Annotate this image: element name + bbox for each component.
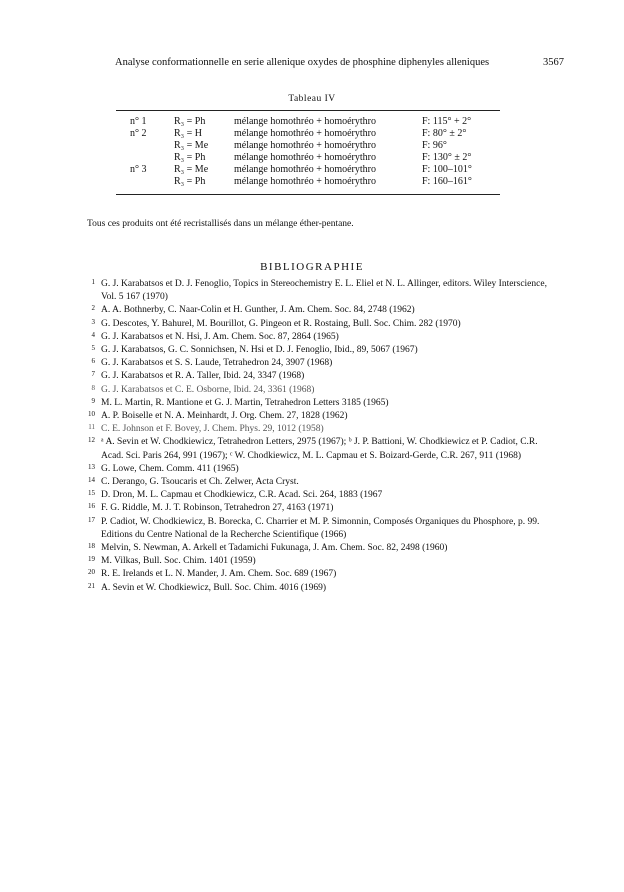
mixture: mélange homothréo + homoérythro [234,140,376,151]
mixture: mélange homothréo + homoérythro [234,128,376,139]
reference-text: G. J. Karabatsos, G. C. Sonnichsen, N. Hsi et D. J. Fenoglio, Ibid., 89, 5067 (1967) [101,345,418,356]
reference-number: 1 [91,278,95,286]
table-row [130,152,472,164]
reference-number: 14 [88,476,95,485]
reference-item [80,344,548,357]
reference-text: G. J. Karabatsos et C. E. Osborne, Ibid. 24, 3361 (1968) [101,384,315,395]
melting-point: F: 130° ± 2° [422,152,472,163]
reference-number: 5 [91,344,95,353]
mixture: mélange homothréo + homoérythro [234,152,376,163]
running-header [115,57,564,68]
reference-item [80,502,548,515]
reference-item [80,542,548,555]
reference-text: D. Dron, M. L. Capmau et Chodkiewicz, C.R. Acad. Sci. 264, 1883 (1967 [101,490,383,501]
reference-text: A. Sevin et W. Chodkiewicz, Bull. Soc. Chim. 4016 (1969) [101,582,327,593]
reference-text: G. J. Karabatsos et N. Hsi, J. Am. Chem. Soc. 87, 2864 (1965) [101,331,339,342]
reference-list [80,278,548,595]
reference-number: 15 [88,489,95,498]
bibliography-title: BIBLIOGRAPHIE [260,261,364,273]
reference-text: F. G. Riddle, M. J. T. Robinson, Tetrahedron 27, 4163 (1971) [101,503,334,514]
reference-item [80,304,548,317]
reference-text: A. P. Boiselle et N. A. Meinhardt, J. Org. Chem. 27, 1828 (1962) [101,411,348,422]
mixture: mélange homothréo + homoérythro [234,116,376,127]
reference-item [80,318,548,331]
mixture: mélange homothréo + homoérythro [234,164,376,175]
reference-item [80,384,548,397]
reference-number: 16 [88,502,95,511]
compound-number: n° 3 [130,164,147,175]
table-row [130,140,472,152]
results-table [130,116,472,188]
table-title: Tableau IV [288,94,336,104]
melting-point: F: 100–101° [422,164,472,175]
substituent: R₃ = Ph [174,176,206,187]
melting-point: F: 160–161° [422,176,472,187]
reference-number: 7 [91,370,95,379]
page-number: 3567 [543,57,564,68]
table-top-rule [116,110,500,111]
reference-item [80,436,548,462]
reference-number: 20 [88,568,95,577]
reference-text: Melvin, S. Newman, A. Arkell et Tadamichi Fukunaga, J. Am. Chem. Soc. 82, 2498 (1960) [101,543,448,554]
table-row [130,164,472,176]
reference-text: G. J. Karabatsos et S. S. Laude, Tetrahedron 24, 3907 (1968) [101,358,333,369]
substituent: R₃ = Ph [174,116,206,127]
table-note: Tous ces produits ont été recristallisés dans un mélange éther-pentane. [87,219,354,229]
reference-text: G. J. Karabatsos et D. J. Fenoglio, Topics in Stereochemistry E. L. Eliel et N. L. Allinger, editors. Wiley Interscience, Vol. 5 167 (1970) [101,279,547,303]
reference-text: G. J. Karabatsos et R. A. Taller, Ibid. 24, 3347 (1968) [101,371,305,382]
compound-number [130,140,174,152]
reference-number: 6 [91,357,95,366]
reference-item [80,582,548,595]
substituent: R₃ = Me [174,140,209,151]
reference-text: P. Cadiot, W. Chodkiewicz, B. Borecka, C. Charrier et M. P. Simonnin, Composés Organiques du Phosphore, p. 99. Editions du Centre National de la Recherche Scientifique (1966) [101,516,540,540]
reference-number: 9 [91,396,95,405]
substituent: R₃ = H [174,128,203,139]
compound-number: n° 2 [130,128,147,139]
melting-point: F: 115° + 2° [422,116,472,127]
melting-point: F: 96° [422,140,447,151]
reference-number: 8 [91,383,95,392]
reference-text: A. A. Bothnerby, C. Naar-Colin et H. Gunther, J. Am. Chem. Soc. 84, 2748 (1962) [101,305,415,316]
reference-number: 17 [88,515,95,524]
reference-item [80,410,548,423]
mixture: mélange homothréo + homoérythro [234,176,376,187]
table-row [130,176,472,188]
reference-item [80,555,548,568]
table-row [130,128,472,140]
reference-item [80,370,548,383]
reference-item [80,397,548,410]
reference-item [80,489,548,502]
compound-number [130,176,174,188]
reference-number: 3 [91,317,95,326]
reference-item [80,278,548,304]
substituent: R₃ = Ph [174,152,206,163]
reference-number: 11 [88,423,95,432]
substituent: R₃ = Me [174,164,209,175]
reference-item [80,463,548,476]
reference-text: M. L. Martin, R. Mantione et G. J. Martin, Tetrahedron Letters 3185 (1965) [101,397,389,408]
reference-number: 19 [88,555,95,564]
reference-number: 13 [88,462,95,471]
reference-item [80,331,548,344]
reference-number: 10 [88,410,95,419]
compound-number [130,152,174,164]
reference-number: 12 [88,436,95,445]
reference-text: R. E. Irelands et L. N. Mander, J. Am. Chem. Soc. 689 (1967) [101,569,337,580]
running-title: Analyse conformationnelle en serie allenique oxydes de phosphine diphenyles alleniques [115,57,490,68]
reference-item [80,568,548,581]
reference-item [80,516,548,542]
reference-item [80,423,548,436]
reference-number: 21 [88,581,95,590]
table-bottom-rule [116,194,500,195]
reference-text: C. Derango, G. Tsoucaris et Ch. Zelwer, Acta Cryst. [101,477,299,488]
reference-text: G. Lowe, Chem. Comm. 411 (1965) [101,463,239,474]
reference-text: G. Descotes, Y. Bahurel, M. Bourillot, G. Pingeon et R. Rostaing, Bull. Soc. Chim. 282 (1970) [101,318,461,329]
melting-point: F: 80° ± 2° [422,128,467,139]
reference-item [80,476,548,489]
reference-item [80,357,548,370]
reference-number: 4 [91,330,95,339]
reference-number: 2 [91,304,95,313]
table-row [130,116,472,128]
reference-number: 18 [88,542,95,551]
reference-text: ᵃ A. Sevin et W. Chodkiewicz, Tetrahedron Letters, 2975 (1967); ᵇ J. P. Battioni, W. Chodkiewicz et P. Cadiot, C.R. Acad. Sci. Paris 264, 991 (1967); ᶜ W. Chodkiewicz, M. L. Capmau et S. Boizard-Gerde, C.R. 267, 911 (1968) [101,437,538,461]
reference-text: M. Vilkas, Bull. Soc. Chim. 1401 (1959) [101,556,256,567]
reference-text: C. E. Johnson et F. Bovey, J. Chem. Phys. 29, 1012 (1958) [101,424,324,435]
compound-number: n° 1 [130,116,147,127]
